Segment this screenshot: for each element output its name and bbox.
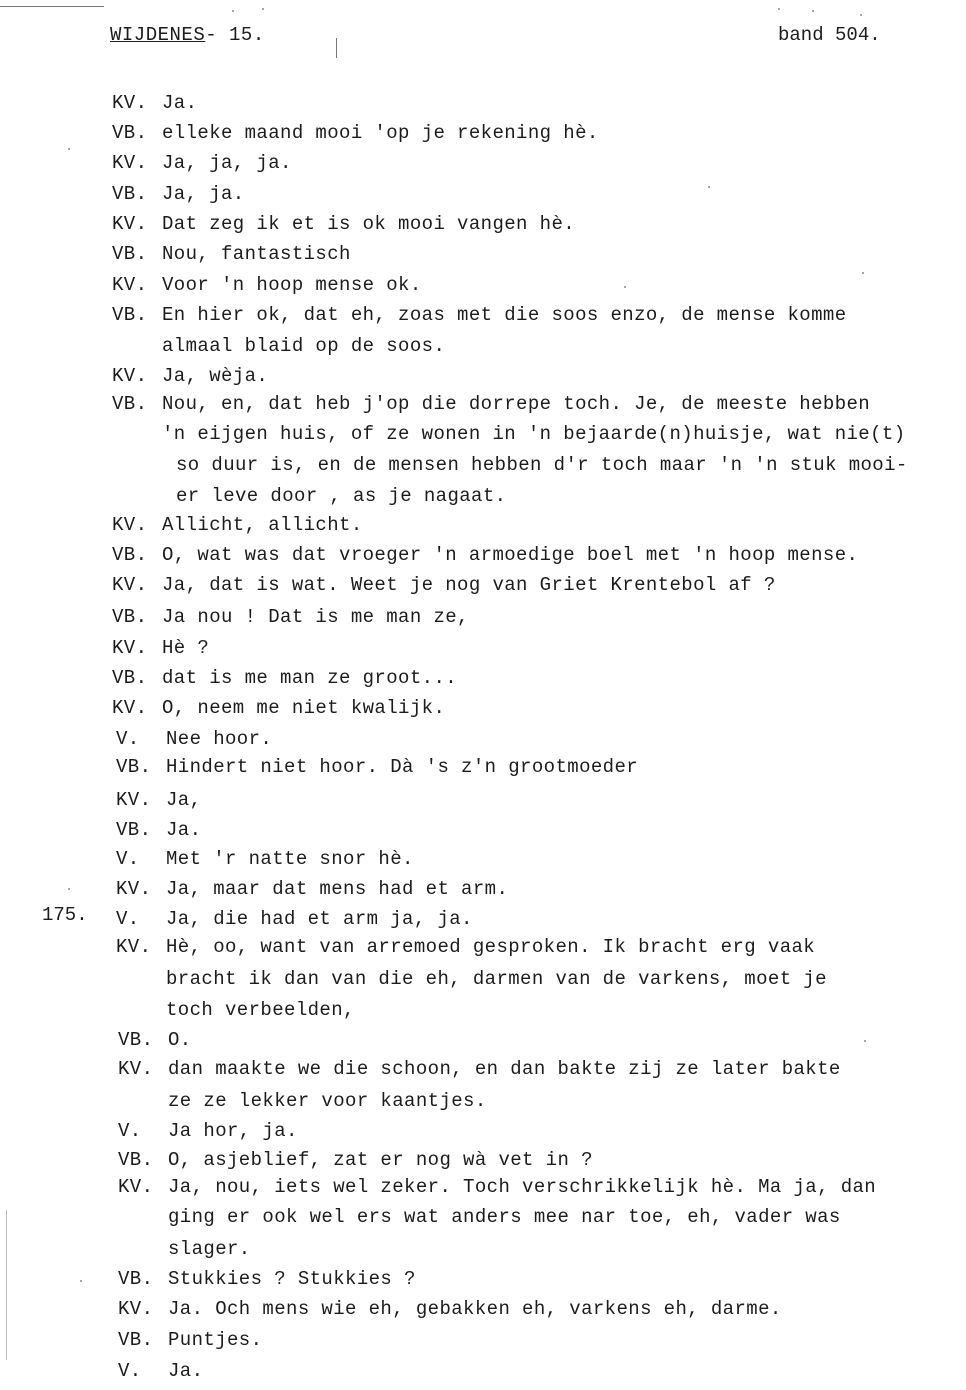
transcript-line (0, 968, 966, 994)
utterance-text: Ja, ja. (162, 183, 245, 205)
utterance-text: Ja nou ! Dat is me man ze, (162, 606, 469, 628)
speaker-label: VB. (112, 243, 148, 265)
utterance-text: ging er ook wel ers wat anders mee nar toe, eh, vader was (168, 1206, 841, 1228)
transcript-line (0, 1238, 966, 1264)
speaker-label: V. (116, 848, 140, 870)
transcript-line (0, 819, 966, 845)
utterance-text: 'n eijgen huis, of ze wonen in 'n bejaarde(n)huisje, wat nie(t) (162, 423, 906, 445)
transcript-line (0, 697, 966, 723)
speaker-label: VB. (112, 667, 148, 689)
speaker-label: V. (118, 1120, 142, 1142)
band-number: band 504. (778, 24, 881, 46)
utterance-text: Ja, dat is wat. Weet je nog van Griet Krentebol af ? (162, 574, 776, 596)
utterance-text: bracht ik dan van die eh, darmen van de varkens, moet je (166, 968, 827, 990)
utterance-text: toch verbeelden, (166, 999, 355, 1021)
speaker-label: KV. (112, 213, 148, 235)
speaker-label: V. (116, 908, 140, 930)
transcript-line (0, 544, 966, 570)
utterance-text: Ja, wèja. (162, 365, 269, 387)
transcript-line (0, 1329, 966, 1355)
speaker-label: KV. (116, 789, 152, 811)
transcript-line (0, 1176, 966, 1202)
speaker-label: KV. (112, 274, 148, 296)
vertical-mark (336, 38, 337, 58)
utterance-text: O, wat was dat vroeger 'n armoedige boel met 'n hoop mense. (162, 544, 859, 566)
transcript-line (0, 274, 966, 300)
utterance-text: Ja. (168, 1360, 204, 1382)
speaker-label: KV. (112, 574, 148, 596)
transcript-line (0, 789, 966, 815)
utterance-text: Ja, maar dat mens had et arm. (166, 878, 509, 900)
transcript-line (0, 1268, 966, 1294)
transcript-line (0, 667, 966, 693)
transcript-line (0, 1090, 966, 1116)
utterance-text: almaal blaid op de soos. (162, 335, 446, 357)
header-page-number: 15. (229, 24, 265, 46)
transcript-line (0, 606, 966, 632)
transcript-line (0, 365, 966, 391)
header-title: WIJDENES (110, 24, 206, 46)
speaker-label: VB. (118, 1029, 154, 1051)
speaker-label: KV. (112, 365, 148, 387)
transcript-line (0, 1029, 966, 1055)
transcript-line (0, 213, 966, 239)
transcript-line (0, 393, 966, 419)
utterance-text: Puntjes. (168, 1329, 263, 1351)
speaker-label: VB. (112, 606, 148, 628)
utterance-text: O, neem me niet kwalijk. (162, 697, 446, 719)
utterance-text: Voor 'n hoop mense ok. (162, 274, 422, 296)
margin-line-number: 175. (42, 904, 88, 926)
transcript-line (0, 878, 966, 904)
speaker-label: V. (118, 1360, 142, 1382)
utterance-text: dan maakte we die schoon, en dan bakte zij ze later bakte (168, 1058, 841, 1080)
speaker-label: VB. (112, 122, 148, 144)
utterance-text: Ja, nou, iets wel zeker. Toch verschrikkelijk hè. Ma ja, dan (168, 1176, 877, 1198)
transcript-line (0, 936, 966, 962)
transcript-line (0, 152, 966, 178)
transcript-line (0, 454, 966, 480)
utterance-text: elleke maand mooi 'op je rekening hè. (162, 122, 599, 144)
utterance-text: Ja. Och mens wie eh, gebakken eh, varkens eh, darme. (168, 1298, 782, 1320)
utterance-text: Hindert niet hoor. Dà 's z'n grootmoeder (166, 756, 639, 778)
transcript-line (0, 1206, 966, 1232)
transcript-line (0, 423, 966, 449)
utterance-text: dat is me man ze groot... (162, 667, 458, 689)
page-header (110, 24, 265, 46)
utterance-text: Met 'r natte snor hè. (166, 848, 414, 870)
speaker-label: VB. (118, 1329, 154, 1351)
utterance-text: Stukkies ? Stukkies ? (168, 1268, 416, 1290)
utterance-text: Ja hor, ja. (168, 1120, 298, 1142)
speaker-label: VB. (112, 544, 148, 566)
utterance-text: Hè ? (162, 637, 210, 659)
speaker-label: KV. (112, 514, 148, 536)
transcript-line (0, 243, 966, 269)
speaker-label: VB. (112, 183, 148, 205)
transcript-line (0, 1058, 966, 1084)
utterance-text: Hè, oo, want van arremoed gesproken. Ik bracht erg vaak (166, 936, 816, 958)
utterance-text: so duur is, en de mensen hebben d'r toch maar 'n 'n stuk mooi- (176, 454, 908, 476)
utterance-text: O. (168, 1029, 192, 1051)
transcript-line (0, 756, 966, 782)
transcript-line (0, 485, 966, 511)
speaker-label: VB. (116, 756, 152, 778)
transcript-line (0, 304, 966, 330)
speaker-label: KV. (118, 1058, 154, 1080)
transcript-line (0, 637, 966, 663)
transcript-line (0, 908, 966, 934)
transcript-line (0, 1149, 966, 1175)
utterance-text: Nou, en, dat heb j'op die dorrepe toch. Je, de meeste hebben (162, 393, 871, 415)
speaker-label: VB. (116, 819, 152, 841)
transcript-line (0, 183, 966, 209)
speaker-label: KV. (116, 936, 152, 958)
top-rule (0, 6, 104, 7)
utterance-text: Allicht, allicht. (162, 514, 363, 536)
utterance-text: slager. (168, 1238, 251, 1260)
speaker-label: VB. (112, 304, 148, 326)
utterance-text: Ja, die had et arm ja, ja. (166, 908, 473, 930)
speaker-label: VB. (118, 1268, 154, 1290)
utterance-text: En hier ok, dat eh, zoas met die soos enzo, de mense komme (162, 304, 847, 326)
transcript-line (0, 92, 966, 118)
speaker-label: VB. (118, 1149, 154, 1171)
speaker-label: KV. (112, 637, 148, 659)
transcript-line (0, 335, 966, 361)
speaker-label: KV. (116, 878, 152, 900)
utterance-text: Ja. (166, 819, 202, 841)
transcript-line (0, 848, 966, 874)
speaker-label: KV. (112, 152, 148, 174)
utterance-text: Nee hoor. (166, 728, 273, 750)
utterance-text: Ja, (166, 789, 202, 811)
transcript-line (0, 514, 966, 540)
utterance-text: Ja. (162, 92, 198, 114)
utterance-text: O, asjeblief, zat er nog wà vet in ? (168, 1149, 593, 1171)
utterance-text: er leve door , as je nagaat. (176, 485, 507, 507)
speaker-label: KV. (118, 1298, 154, 1320)
utterance-text: Dat zeg ik et is ok mooi vangen hè. (162, 213, 576, 235)
transcript-line (0, 122, 966, 148)
transcript-line (0, 1120, 966, 1146)
speaker-label: KV. (118, 1176, 154, 1198)
speaker-label: KV. (112, 92, 148, 114)
transcript-line (0, 574, 966, 600)
transcript-line (0, 1298, 966, 1324)
transcript-line (0, 999, 966, 1025)
transcript-line (0, 1360, 966, 1386)
utterance-text: Ja, ja, ja. (162, 152, 292, 174)
speaker-label: V. (116, 728, 140, 750)
header-separator: - (205, 24, 218, 46)
speaker-label: VB. (112, 393, 148, 415)
transcript-line (0, 728, 966, 754)
utterance-text: Nou, fantastisch (162, 243, 351, 265)
speaker-label: KV. (112, 697, 148, 719)
utterance-text: ze ze lekker voor kaantjes. (168, 1090, 487, 1112)
